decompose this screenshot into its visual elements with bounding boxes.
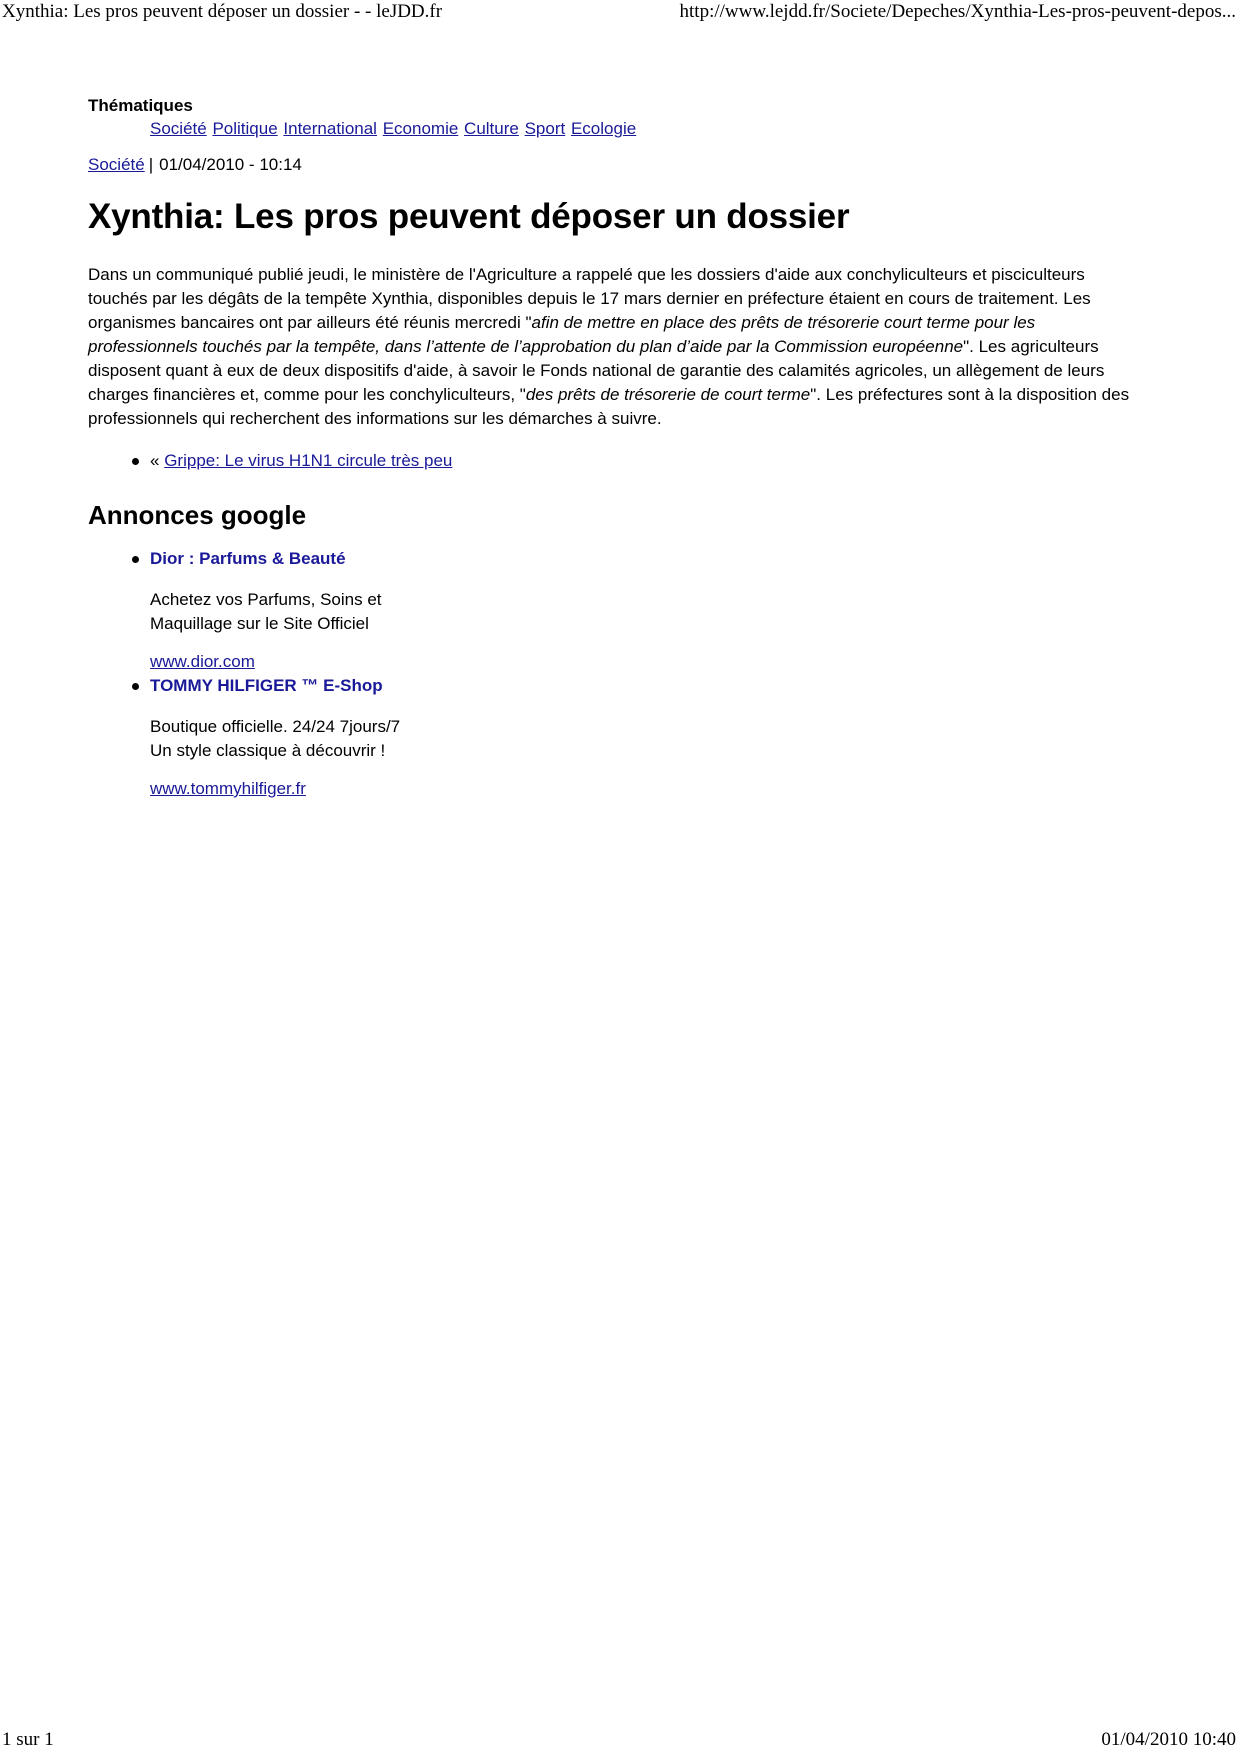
them-link-sport[interactable]: Sport <box>524 119 566 138</box>
article-title: Xynthia: Les pros peuvent déposer un dossier <box>88 197 850 236</box>
body-part-1: Dans un communiqué publié jeudi, le ministère de l'Agriculture a rappelé que les dossiers d'aide aux conchyliculteurs et pisciculteurs touchés par les dégâts de la tempête Xynthia, disponibles depuis le 17 mars dernier en préfecture étaient en cours de traitement. Les organismes bancaires ont par ailleurs été réunis mercredi " <box>88 265 1091 332</box>
thematiques-heading: Thématiques <box>88 96 193 115</box>
ad-title-link[interactable]: Dior : Parfums & Beauté <box>150 549 346 568</box>
print-page-count: 1 sur 1 <box>2 1729 54 1750</box>
ad-description <box>150 715 450 763</box>
article-category-link[interactable]: Société <box>88 155 145 174</box>
thematiques-links <box>150 117 1148 141</box>
ad-title-link[interactable]: TOMMY HILFIGER ™ E-Shop <box>150 676 383 695</box>
them-link-societe[interactable]: Société <box>150 119 207 138</box>
prev-article-link[interactable]: Grippe: Le virus H1N1 circule très peu <box>164 451 453 470</box>
prev-article-item <box>150 449 1148 473</box>
body-quote-2: des prêts de trésorerie de court terme <box>525 385 811 404</box>
print-header <box>0 0 1240 28</box>
ad-url-link[interactable]: www.dior.com <box>150 652 255 671</box>
ad-url-link[interactable]: www.tommyhilfiger.fr <box>150 779 306 798</box>
them-link-politique[interactable]: Politique <box>212 119 278 138</box>
article-nav-list <box>88 449 1148 473</box>
ad-desc-line: Maquillage sur le Site Officiel <box>150 614 369 633</box>
them-link-international[interactable]: International <box>283 119 377 138</box>
body-part-2: ". Les agriculteurs disposent quant à eux de deux dispositifs d'aide, à savoir le Fonds national de garantie des calamités agricoles, un allègement de leurs charges financières et, comme pour les conchyliculteurs, " <box>88 337 1105 404</box>
ad-item <box>150 674 1148 801</box>
print-page-title: Xynthia: Les pros peuvent déposer un dossier - - leJDD.fr <box>2 1 443 22</box>
them-link-ecologie[interactable]: Ecologie <box>570 119 637 138</box>
meta-separator: | <box>148 155 154 174</box>
main-content <box>88 95 1148 801</box>
article-body <box>88 263 1148 431</box>
body-quote-1: afin de mettre en place des prêts de trésorerie court terme pour les professionnels touchés par la tempête, dans l’attente de l’approbation du plan d’aide par la Commission européenne <box>88 313 1036 356</box>
ad-desc-line: Boutique officielle. 24/24 7jours/7 <box>150 717 401 736</box>
ad-desc-line: Achetez vos Parfums, Soins et <box>150 590 382 609</box>
print-page-url: http://www.lejdd.fr/Societe/Depeches/Xynthia-Les-pros-peuvent-depos... <box>679 1 1236 22</box>
prev-marker: « <box>150 451 160 470</box>
them-link-economie[interactable]: Economie <box>382 119 459 138</box>
body-part-3: ". Les préfectures sont à la disposition des professionnels qui recherchent des informations sur les démarches à suivre. <box>88 385 1130 428</box>
them-link-culture[interactable]: Culture <box>464 119 519 138</box>
ad-desc-line: Un style classique à découvrir ! <box>150 741 386 760</box>
ad-item <box>150 547 1148 674</box>
article-date: 01/04/2010 - 10:14 <box>159 155 302 174</box>
ads-list <box>88 547 1148 801</box>
ad-description <box>150 588 450 636</box>
print-datetime: 01/04/2010 10:40 <box>1101 1729 1236 1750</box>
article-meta <box>88 153 1148 177</box>
thematiques-section <box>88 95 1148 141</box>
article-paragraph <box>88 263 1148 431</box>
print-footer <box>0 1728 1240 1754</box>
ads-heading: Annonces google <box>88 500 307 530</box>
